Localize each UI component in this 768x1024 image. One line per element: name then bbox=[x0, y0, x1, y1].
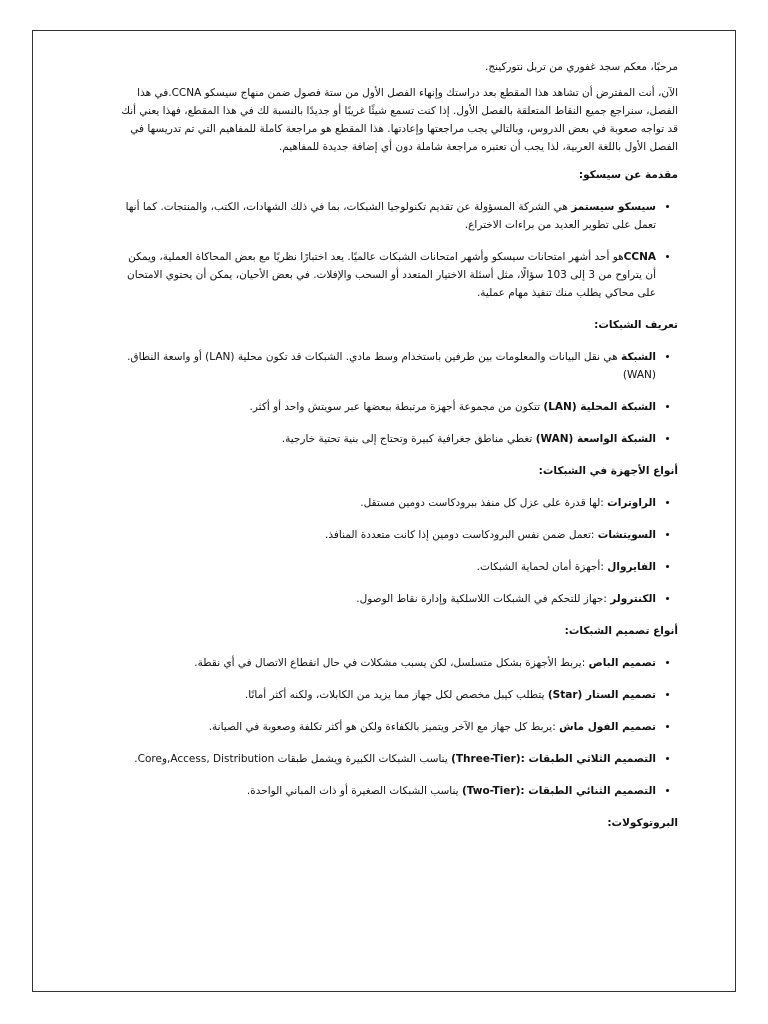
section-heading-networks: تعريف الشبكات: bbox=[594, 319, 678, 331]
item-term: تصميم الفول ماش bbox=[559, 721, 656, 733]
item-term: السويتشات bbox=[597, 529, 656, 541]
list-networks bbox=[118, 348, 678, 448]
item-text: يناسب الشبكات الكبيرة ويشمل طبقات Access, Distribution,وCore. bbox=[134, 753, 452, 765]
section-heading-devices: أنواع الأجهزة في الشبكات: bbox=[538, 465, 678, 477]
list-item bbox=[118, 430, 656, 448]
list-design bbox=[118, 654, 678, 800]
item-term: الشبكة المحلية (LAN) bbox=[543, 401, 656, 413]
list-devices bbox=[118, 494, 678, 608]
list-item bbox=[118, 198, 656, 234]
item-term: التصميم الثلاثي الطبقات :(Three-Tier) bbox=[451, 753, 656, 765]
item-term: الفايروال bbox=[607, 561, 656, 573]
item-term: الراوترات bbox=[607, 497, 656, 509]
item-text: يناسب الشبكات الصغيرة أو ذات المباني الواحدة. bbox=[246, 785, 462, 797]
item-text: :يربط الأجهزة بشكل متسلسل، لكن يسبب مشكلات في حال انقطاع الاتصال في أي نقطة. bbox=[194, 657, 589, 669]
list-item bbox=[118, 782, 656, 800]
item-term: تصميم الباص bbox=[588, 657, 656, 669]
list-cisco bbox=[118, 198, 678, 302]
item-term: تصميم الستار (Star) bbox=[547, 689, 656, 701]
list-item bbox=[118, 526, 656, 544]
item-term: الكنترولر bbox=[610, 593, 656, 605]
item-text: يتطلب كيبل مخصص لكل جهاز مما يزيد من الكابلات، ولكنه أكثر أمانًا. bbox=[244, 689, 548, 701]
document-body bbox=[118, 58, 678, 846]
list-item bbox=[118, 248, 656, 302]
list-item bbox=[118, 718, 656, 736]
item-text: :تعمل ضمن نفس البرودكاست دومين إذا كانت متعددة المنافذ. bbox=[325, 529, 598, 541]
item-text: هو أحد أشهر امتحانات سيسكو وأشهر امتحانات الشبكات عالميًا. يعد اختبارًا نظريًا مع بعض المحاكاة العملية، ويمكن أن يتراوح من 3 إلى 103 سؤالًا، مثل أسئلة الاختيار المتعدد أو السحب والإفلات. في بعض الأحيان، يمكن أن يحتوي الامتحان على محاكي يطلب منك تنفيذ مهام عملية. bbox=[127, 251, 656, 299]
list-item bbox=[118, 590, 656, 608]
item-term: CCNA bbox=[623, 251, 656, 263]
list-item bbox=[118, 654, 656, 672]
section-heading-cisco: مقدمة عن سيسكو: bbox=[578, 169, 678, 181]
item-text: :لها قدرة على عزل كل منفذ ببرودكاست دومين مستقل. bbox=[360, 497, 608, 509]
item-text: :جهاز للتحكم في الشبكات اللاسلكية وإدارة نقاط الوصول. bbox=[356, 593, 611, 605]
item-term: سيسكو سيستمز bbox=[571, 201, 656, 213]
item-text: تتكون من مجموعة أجهزة مرتبطة ببعضها عبر سويتش واحد أو أكثر. bbox=[249, 401, 544, 413]
section-heading-design: أنواع تصميم الشبكات: bbox=[564, 625, 678, 637]
item-text: هي الشركة المسؤولة عن تقديم تكنولوجيا الشبكات، بما في ذلك الشهادات، الكتب، والمنتجات. كما أنها تعمل على تطوير العديد من براءات الاختراع. bbox=[125, 201, 656, 231]
list-item bbox=[118, 494, 656, 512]
list-item bbox=[118, 750, 656, 768]
item-text: :أجهزة أمان لحماية الشبكات. bbox=[476, 561, 608, 573]
intro-paragraph: الآن، أنت المفترض أن تشاهد هذا المقطع بعد دراستك وإنهاء الفصل الأول من ستة فصول ضمن منهاج سيسكو CCNA.في هذا الفصل، سنراجع جميع النقاط المتعلقة بالفصل الأول. إذا كنت تسمع شيئًا غريبًا أو جديدًا بالنسبة لك في هذا المقطع، فهذا يعني أنك قد تواجه صعوبة في بعض الدروس، وبالتالي يجب مراجعتها وإعادتها. هذا المقطع هو مراجعة كاملة للمفاهيم التي تم تدريسها في الفصل الأول باللغة العربية، لذا يجب أن تعتبره مراجعة شاملة دون أي إضافة جديدة للمفاهيم. bbox=[121, 87, 678, 153]
item-text: هي نقل البيانات والمعلومات بين طرفين باستخدام وسط مادي. الشبكات قد تكون محلية (LAN) أو واسعة النطاق.(WAN) bbox=[127, 351, 656, 381]
item-term: التصميم الثنائي الطبقات :(Two-Tier) bbox=[461, 785, 656, 797]
list-item bbox=[118, 348, 656, 384]
list-item bbox=[118, 398, 656, 416]
list-item bbox=[118, 558, 656, 576]
section-heading-protocols: البروتوكولات: bbox=[607, 817, 678, 829]
greeting-line: مرحبًا، معكم سجد غفوري من تربل نتوركينج. bbox=[484, 61, 678, 73]
list-item bbox=[118, 686, 656, 704]
item-term: الشبكة الواسعة (WAN) bbox=[535, 433, 656, 445]
item-text: تغطي مناطق جغرافية كبيرة وتحتاج إلى بنية تحتية خارجية. bbox=[281, 433, 536, 445]
item-term: الشبكة bbox=[621, 351, 656, 363]
item-text: :يربط كل جهاز مع الآخر ويتميز بالكفاءة ولكن هو أكثر تكلفة وصعوبة في الصيانة. bbox=[208, 721, 560, 733]
